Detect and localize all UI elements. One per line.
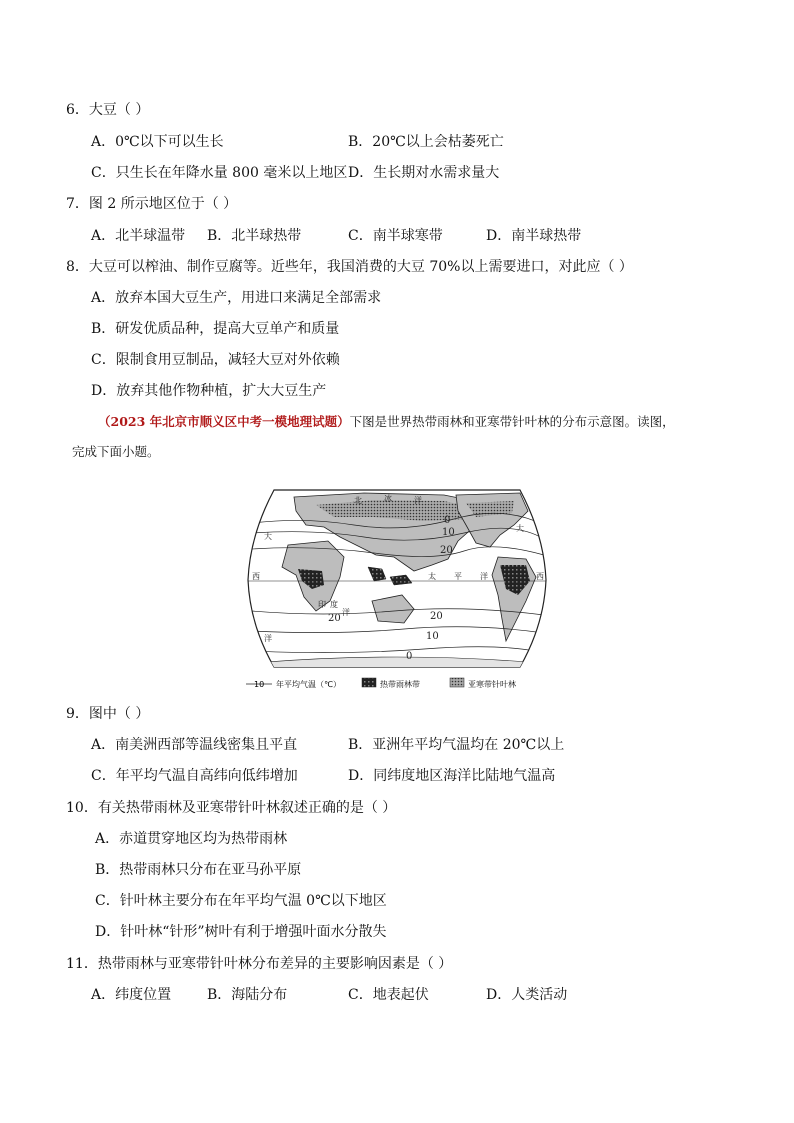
label-atlantic-east: 西	[536, 572, 544, 581]
q10-stem: 10．有关热带雨林及亚寒带针叶林叙述正确的是（ ）	[66, 800, 397, 816]
q10-option-d: D．针叶林“针形”树叶有利于增强叶面水分散失	[95, 924, 387, 940]
label-indian-2: 度	[330, 600, 338, 609]
isotherm-label-0n: 0	[444, 515, 451, 526]
legend-rainforest-swatch	[362, 678, 376, 687]
q9-stem: 9．图中（ ）	[66, 706, 150, 722]
q8-option-d: D．放弃其他作物种植，扩大大豆生产	[91, 383, 327, 399]
q8-option-a: A．放弃本国大豆生产，用进口来满足全部需求	[91, 290, 382, 306]
q8-option-b: B．研发优质品种，提高大豆单产和质量	[91, 321, 340, 337]
q7-option-a: A．北半球温带	[91, 228, 186, 244]
q6-option-d: D．生长期对水需求量大	[348, 165, 500, 181]
intro-text: 下图是世界热带雨林和亚寒带针叶林的分布示意图。读图，	[349, 414, 675, 429]
q10-option-c: C．针叶林主要分布在年平均气温 0℃以下地区	[95, 893, 387, 909]
legend-isotherm-sample: 10	[254, 680, 265, 689]
q6-option-c: C．只生长在年降水量 800 毫米以上地区	[91, 165, 348, 181]
q6-stem: 6．大豆（ ）	[66, 102, 150, 118]
q7-option-d: D．南半球热带	[486, 228, 582, 244]
q7-option-b: B．北半球热带	[207, 228, 302, 244]
label-north-ice-3: 洋	[414, 496, 422, 505]
isotherm-label-10s: 10	[426, 631, 439, 642]
world-map-figure	[244, 485, 550, 693]
q6-option-b: B．20℃以上会枯萎死亡	[348, 134, 504, 150]
intro-line-2: 完成下面小题。	[72, 444, 160, 459]
label-atlantic-west: 西	[252, 572, 260, 581]
intro-line-1	[98, 412, 675, 432]
q9-option-d: D．同纬度地区海洋比陆地气温高	[348, 768, 556, 784]
q8-option-c: C．限制食用豆制品，减轻大豆对外依赖	[91, 352, 340, 368]
q9-option-a: A．南美洲西部等温线密集且平直	[91, 737, 298, 753]
legend-taiga-swatch	[450, 678, 464, 687]
label-yang-sw: 洋	[264, 634, 272, 643]
q10-option-a: A．赤道贯穿地区均为热带雨林	[95, 831, 288, 847]
q9-option-c: C．年平均气温自高纬向低纬增加	[91, 768, 298, 784]
isotherm-label-20s-west: 20	[328, 613, 341, 624]
world-map-svg	[244, 485, 550, 693]
q8-stem: 8．大豆可以榨油、制作豆腐等。近些年，我国消费的大豆 70%以上需要进口，对此应（ ）	[66, 259, 633, 275]
label-taiping-2: 平	[454, 572, 462, 581]
q11-option-c: C．地表起伏	[348, 987, 429, 1003]
exam-source: （2023 年北京市顺义区中考一模地理试题）	[98, 414, 350, 429]
legend-taiga-label: 亚寒带针叶林	[468, 680, 516, 689]
label-indian-1: 印	[318, 600, 326, 609]
label-da-2: 大	[516, 524, 524, 533]
label-north-ice-2: 冰	[384, 494, 392, 503]
label-taiping-1: 太	[428, 572, 436, 581]
isotherm-label-0s: 0	[406, 651, 413, 662]
isotherm-label-10n: 10	[442, 527, 455, 538]
q11-option-b: B．海陆分布	[207, 987, 288, 1003]
q9-option-b: B．亚洲年平均气温均在 20℃以上	[348, 737, 565, 753]
q10-option-b: B．热带雨林只分布在亚马孙平原	[95, 862, 302, 878]
q7-stem: 7．图 2 所示地区位于（ ）	[66, 196, 238, 212]
q6-option-a: A．0℃以下可以生长	[91, 134, 224, 150]
label-da-1: 大	[264, 532, 272, 541]
label-north-ice-1: 北	[354, 496, 362, 505]
q11-option-d: D．人类活动	[486, 987, 568, 1003]
legend-rainforest-label: 热带雨林带	[380, 680, 420, 689]
label-taiping-3: 洋	[480, 572, 488, 581]
q7-option-c: C．南半球寒带	[348, 228, 443, 244]
map-legend	[246, 678, 516, 689]
q11-option-a: A．纬度位置	[91, 987, 172, 1003]
isotherm-label-20n: 20	[440, 545, 453, 556]
isotherm-label-20s-east: 20	[430, 611, 443, 622]
label-indian-3: 洋	[342, 608, 350, 617]
legend-isotherm-label: 年平均气温（℃）	[276, 680, 341, 689]
q11-stem: 11．热带雨林与亚寒带针叶林分布差异的主要影响因素是（ ）	[66, 956, 453, 972]
